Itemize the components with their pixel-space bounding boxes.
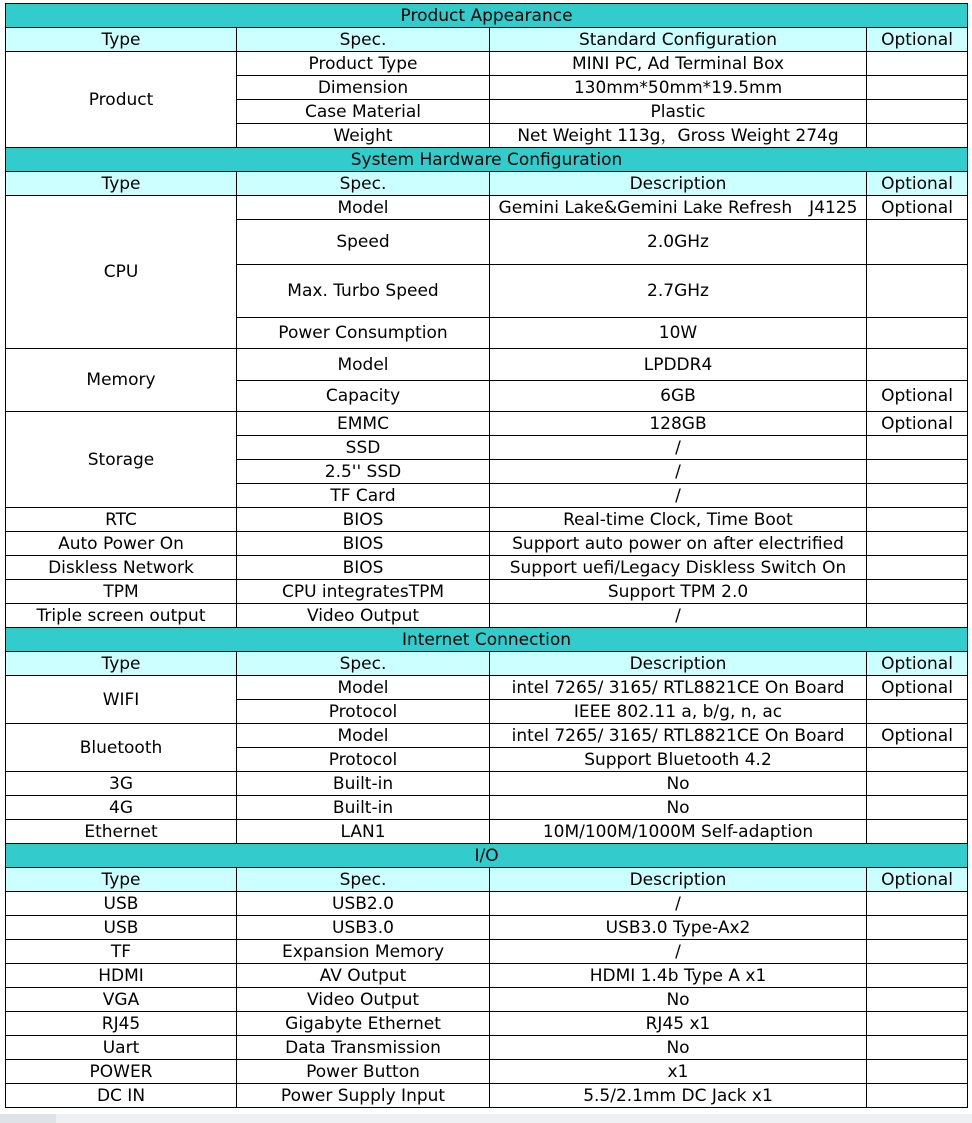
header-type: Type <box>6 652 237 676</box>
table-row <box>6 988 968 1012</box>
optional-cell <box>867 100 968 124</box>
optional-cell <box>867 52 968 76</box>
section-title-row <box>6 628 968 652</box>
optional-cell <box>867 124 968 148</box>
table-row <box>6 508 968 532</box>
optional-cell: Optional <box>867 381 968 412</box>
table-row <box>6 892 968 916</box>
spec-cell: USB2.0 <box>237 892 490 916</box>
optional-cell <box>867 436 968 460</box>
description-cell: 10M/100M/1000M Self-adaption <box>490 820 867 844</box>
header-type: Type <box>6 172 237 196</box>
spec-cell: Power Supply Input <box>237 1084 490 1108</box>
optional-cell <box>867 964 968 988</box>
section-title: System Hardware Configuration <box>6 148 968 172</box>
optional-cell <box>867 1060 968 1084</box>
optional-cell <box>867 892 968 916</box>
spec-cell: AV Output <box>237 964 490 988</box>
description-cell: / <box>490 604 867 628</box>
table-row <box>6 604 968 628</box>
description-cell: 2.7GHz <box>490 265 867 318</box>
description-cell: / <box>490 484 867 508</box>
table-row <box>6 964 968 988</box>
spec-cell: Expansion Memory <box>237 940 490 964</box>
spec-cell: Product Type <box>237 52 490 76</box>
type-cell: USB <box>6 916 237 940</box>
type-cell: TF <box>6 940 237 964</box>
header-description: Description <box>490 652 867 676</box>
type-cell: CPU <box>6 196 237 349</box>
type-cell: Storage <box>6 412 237 508</box>
spec-cell: Max. Turbo Speed <box>237 265 490 318</box>
optional-cell: Optional <box>867 412 968 436</box>
optional-cell <box>867 508 968 532</box>
optional-cell <box>867 460 968 484</box>
spec-cell: Weight <box>237 124 490 148</box>
type-cell: RJ45 <box>6 1012 237 1036</box>
type-cell: USB <box>6 892 237 916</box>
section-title: Product Appearance <box>6 4 968 28</box>
optional-cell <box>867 1036 968 1060</box>
spec-cell: Built-in <box>237 772 490 796</box>
table-row <box>6 556 968 580</box>
type-cell: Product <box>6 52 237 148</box>
spec-cell: Protocol <box>237 700 490 724</box>
table-row <box>6 349 968 381</box>
table-row <box>6 724 968 748</box>
description-cell: 2.0GHz <box>490 220 867 265</box>
spec-sheet <box>5 3 967 1108</box>
description-cell: Support TPM 2.0 <box>490 580 867 604</box>
column-header-row <box>6 868 968 892</box>
table-row <box>6 796 968 820</box>
description-cell: Support Bluetooth 4.2 <box>490 748 867 772</box>
description-cell: Net Weight 113g，Gross Weight 274g <box>490 124 867 148</box>
description-cell: No <box>490 772 867 796</box>
header-spec: Spec. <box>237 172 490 196</box>
header-description: Standard Configuration <box>490 28 867 52</box>
header-description: Description <box>490 172 867 196</box>
description-cell: Support uefi/Legacy Diskless Switch On <box>490 556 867 580</box>
table-row <box>6 52 968 76</box>
spec-cell: Model <box>237 349 490 381</box>
column-header-row <box>6 652 968 676</box>
type-cell: Triple screen output <box>6 604 237 628</box>
description-cell: 6GB <box>490 381 867 412</box>
description-cell: 10W <box>490 318 867 349</box>
spec-cell: SSD <box>237 436 490 460</box>
header-optional: Optional <box>867 868 968 892</box>
type-cell: Ethernet <box>6 820 237 844</box>
optional-cell <box>867 748 968 772</box>
section-title-row <box>6 844 968 868</box>
section-title-row <box>6 4 968 28</box>
table-row <box>6 916 968 940</box>
description-cell: 130mm*50mm*19.5mm <box>490 76 867 100</box>
description-cell: IEEE 802.11 a, b/g, n, ac <box>490 700 867 724</box>
optional-cell <box>867 916 968 940</box>
table-row <box>6 820 968 844</box>
type-cell: Bluetooth <box>6 724 237 772</box>
header-type: Type <box>6 868 237 892</box>
optional-cell <box>867 1012 968 1036</box>
optional-cell <box>867 604 968 628</box>
type-cell: 3G <box>6 772 237 796</box>
spec-cell: Video Output <box>237 988 490 1012</box>
header-optional: Optional <box>867 28 968 52</box>
table-row <box>6 1036 968 1060</box>
optional-cell <box>867 1084 968 1108</box>
table-row <box>6 1012 968 1036</box>
type-cell: TPM <box>6 580 237 604</box>
description-cell: Support auto power on after electrified <box>490 532 867 556</box>
optional-cell: Optional <box>867 676 968 700</box>
optional-cell <box>867 484 968 508</box>
spec-cell: Power Button <box>237 1060 490 1084</box>
table-row <box>6 1084 968 1108</box>
spec-cell: Model <box>237 724 490 748</box>
spec-cell: EMMC <box>237 412 490 436</box>
header-optional: Optional <box>867 172 968 196</box>
table-row <box>6 1060 968 1084</box>
type-cell: HDMI <box>6 964 237 988</box>
spec-cell: 2.5'' SSD <box>237 460 490 484</box>
optional-cell <box>867 988 968 1012</box>
description-cell: USB3.0 Type-Ax2 <box>490 916 867 940</box>
header-type: Type <box>6 28 237 52</box>
description-cell: / <box>490 436 867 460</box>
table-row <box>6 196 968 220</box>
table-row <box>6 580 968 604</box>
table-row <box>6 676 968 700</box>
optional-cell <box>867 796 968 820</box>
description-cell: / <box>490 460 867 484</box>
description-cell: No <box>490 1036 867 1060</box>
header-spec: Spec. <box>237 652 490 676</box>
description-cell: HDMI 1.4b Type A x1 <box>490 964 867 988</box>
type-cell: 4G <box>6 796 237 820</box>
spec-cell: BIOS <box>237 532 490 556</box>
spec-cell: BIOS <box>237 556 490 580</box>
optional-cell <box>867 820 968 844</box>
description-cell: intel 7265/ 3165/ RTL8821CE On Board <box>490 676 867 700</box>
spec-cell: LAN1 <box>237 820 490 844</box>
spec-cell: Model <box>237 196 490 220</box>
spec-table-body <box>6 4 968 1108</box>
description-cell: 128GB <box>490 412 867 436</box>
optional-cell <box>867 940 968 964</box>
header-description: Description <box>490 868 867 892</box>
column-header-row <box>6 172 968 196</box>
type-cell: POWER <box>6 1060 237 1084</box>
description-cell: Real-time Clock, Time Boot <box>490 508 867 532</box>
type-cell: VGA <box>6 988 237 1012</box>
optional-cell <box>867 532 968 556</box>
description-cell: 5.5/2.1mm DC Jack x1 <box>490 1084 867 1108</box>
spec-cell: Model <box>237 676 490 700</box>
optional-cell <box>867 556 968 580</box>
spec-cell: Video Output <box>237 604 490 628</box>
spec-cell: Data Transmission <box>237 1036 490 1060</box>
optional-cell: Optional <box>867 196 968 220</box>
description-cell: intel 7265/ 3165/ RTL8821CE On Board <box>490 724 867 748</box>
table-row <box>6 940 968 964</box>
column-header-row <box>6 28 968 52</box>
spec-cell: BIOS <box>237 508 490 532</box>
spec-cell: Power Consumption <box>237 318 490 349</box>
description-cell: LPDDR4 <box>490 349 867 381</box>
type-cell: RTC <box>6 508 237 532</box>
spec-cell: Speed <box>237 220 490 265</box>
spec-cell: Gigabyte Ethernet <box>237 1012 490 1036</box>
description-cell: / <box>490 892 867 916</box>
type-cell: Diskless Network <box>6 556 237 580</box>
section-title: Internet Connection <box>6 628 968 652</box>
description-cell: MINI PC, Ad Terminal Box <box>490 52 867 76</box>
type-cell: WIFI <box>6 676 237 724</box>
section-title-row <box>6 148 968 172</box>
description-cell: No <box>490 796 867 820</box>
spec-cell: Capacity <box>237 381 490 412</box>
type-cell: DC IN <box>6 1084 237 1108</box>
type-cell: Memory <box>6 349 237 412</box>
optional-cell <box>867 76 968 100</box>
optional-cell: Optional <box>867 724 968 748</box>
table-row <box>6 532 968 556</box>
optional-cell <box>867 349 968 381</box>
optional-cell <box>867 265 968 318</box>
spec-cell: Dimension <box>237 76 490 100</box>
type-cell: Auto Power On <box>6 532 237 556</box>
description-cell: RJ45 x1 <box>490 1012 867 1036</box>
spec-cell: TF Card <box>237 484 490 508</box>
spec-cell: CPU integratesTPM <box>237 580 490 604</box>
table-row <box>6 412 968 436</box>
section-title: I/O <box>6 844 968 868</box>
spec-cell: Built-in <box>237 796 490 820</box>
description-cell: Plastic <box>490 100 867 124</box>
optional-cell <box>867 772 968 796</box>
description-cell: / <box>490 940 867 964</box>
header-spec: Spec. <box>237 868 490 892</box>
optional-cell <box>867 700 968 724</box>
spec-cell: Protocol <box>237 748 490 772</box>
spec-cell: USB3.0 <box>237 916 490 940</box>
spec-cell: Case Material <box>237 100 490 124</box>
header-spec: Spec. <box>237 28 490 52</box>
type-cell: Uart <box>6 1036 237 1060</box>
window-bottom-strip <box>0 1114 972 1123</box>
header-optional: Optional <box>867 652 968 676</box>
spec-table <box>5 3 968 1108</box>
optional-cell <box>867 318 968 349</box>
table-row <box>6 772 968 796</box>
optional-cell <box>867 220 968 265</box>
optional-cell <box>867 580 968 604</box>
description-cell: Gemini Lake&Gemini Lake Refresh J4125 <box>490 196 867 220</box>
description-cell: x1 <box>490 1060 867 1084</box>
description-cell: No <box>490 988 867 1012</box>
